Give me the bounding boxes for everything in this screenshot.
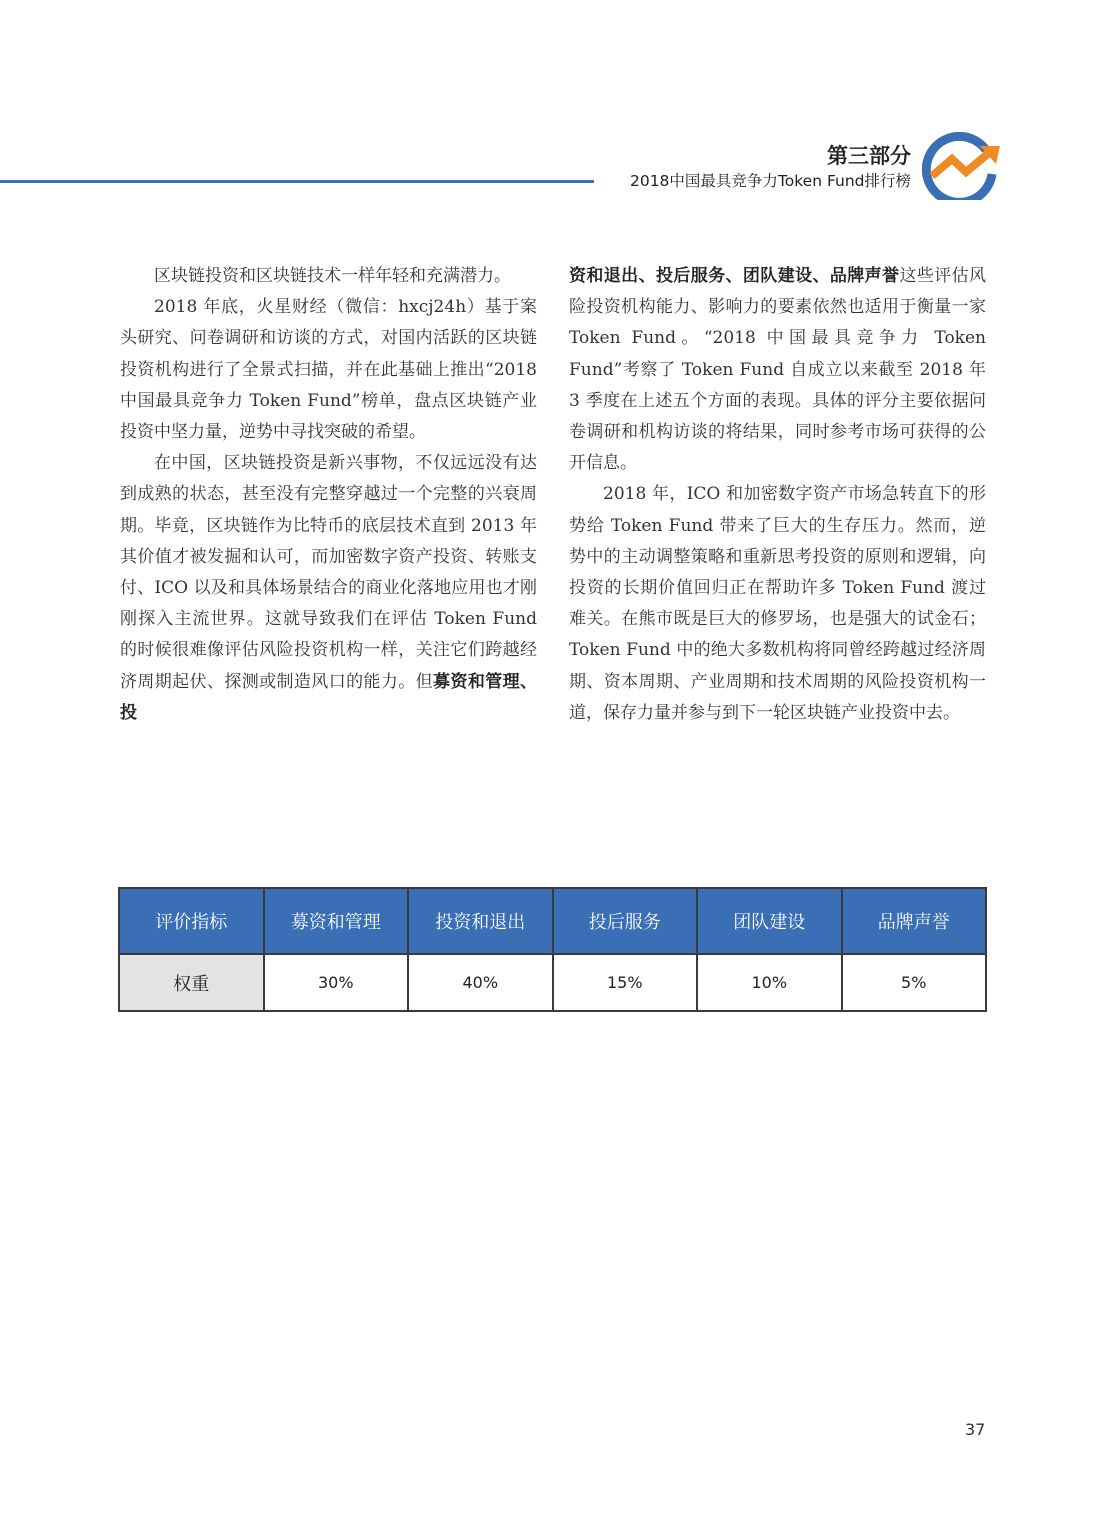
bold-phrase: 资和退出、投后服务、团队建设、品牌声誉 bbox=[569, 266, 900, 286]
trend-circle-icon bbox=[922, 130, 1002, 200]
table-cell: 5% bbox=[842, 954, 987, 1011]
bold-phrase: 募资和管理、投 bbox=[120, 671, 538, 723]
paragraph-text: 这些评估风险投资机构能力、影响力的要素依然也适用于衡量一家 Token Fund。“2018 中国最具竞争力 Token Fund”考察了 Token Fund 自成立以来截至 2018 年 3 季度在上述五个方面的表现。具体的评分主要依据问卷调研和机构访谈的将结果，同时参考市场可获得的公开信息。 bbox=[569, 266, 987, 474]
table-header-cell: 投资和退出 bbox=[408, 888, 553, 954]
header-rule bbox=[0, 180, 594, 183]
table-cell: 30% bbox=[264, 954, 409, 1011]
table-row bbox=[119, 954, 986, 1011]
paragraph-text: 在中国，区块链投资是新兴事物，不仅远远没有达到成熟的状态，甚至没有完整穿越过一个完整的兴衰周期。毕竟，区块链作为比特币的底层技术直到 2013 年其价值才被发掘和认可，而加密数字资产投资、转账支付、ICO 以及和具体场景结合的商业化落地应用也才刚刚探入主流世界。这就导致我们在评估 Token Fund 的时候很难像评估风险投资机构一样，关注它们跨越经济周期起伏、探测或制造风口的能力。但 bbox=[120, 453, 537, 692]
paragraph: 2018 年底，火星财经（微信：hxcj24h）基于案头研究、问卷调研和访谈的方式，对国内活跃的区块链投资机构进行了全景式扫描，并在此基础上推出“2018 中国最具竞争力 Token Fund”榜单，盘点区块链产业投资中坚力量，逆势中寻找突破的希望。 bbox=[120, 297, 537, 443]
row-label-cell: 权重 bbox=[119, 954, 264, 1011]
paragraph bbox=[569, 261, 986, 479]
table-cell: 40% bbox=[408, 954, 553, 1011]
page-number: 37 bbox=[965, 1420, 986, 1439]
table-header-cell: 品牌声誉 bbox=[842, 888, 987, 954]
right-text-column bbox=[569, 261, 986, 729]
paragraph bbox=[120, 448, 537, 729]
table-cell: 10% bbox=[697, 954, 842, 1011]
section-title: 第三部分 bbox=[827, 144, 911, 168]
evaluation-weights-table bbox=[118, 887, 987, 1012]
section-subtitle: 2018中国最具竞争力Token Fund排行榜 bbox=[629, 172, 911, 190]
left-text-column bbox=[120, 261, 537, 729]
paragraph: 区块链投资和区块链技术一样年轻和充满潜力。 bbox=[154, 266, 511, 286]
table-header-cell: 投后服务 bbox=[553, 888, 698, 954]
table-header-cell: 团队建设 bbox=[697, 888, 842, 954]
table-cell: 15% bbox=[553, 954, 698, 1011]
paragraph: 2018 年，ICO 和加密数字资产市场急转直下的形势给 Token Fund 带来了巨大的生存压力。然而，逆势中的主动调整策略和重新思考投资的原则和逻辑，向投资的长期价值回归正在帮助许多 Token Fund 渡过难关。在熊市既是巨大的修罗场，也是强大的试金石；Token Fund 中的绝大多数机构将同曾经跨越过经济周期、资本周期、产业周期和技术周期的风险投资机构一道，保存力量并参与到下一轮区块链产业投资中去。 bbox=[569, 484, 986, 723]
table-header-row bbox=[119, 888, 986, 954]
table-header-cell: 募资和管理 bbox=[264, 888, 409, 954]
table-header-cell: 评价指标 bbox=[119, 888, 264, 954]
